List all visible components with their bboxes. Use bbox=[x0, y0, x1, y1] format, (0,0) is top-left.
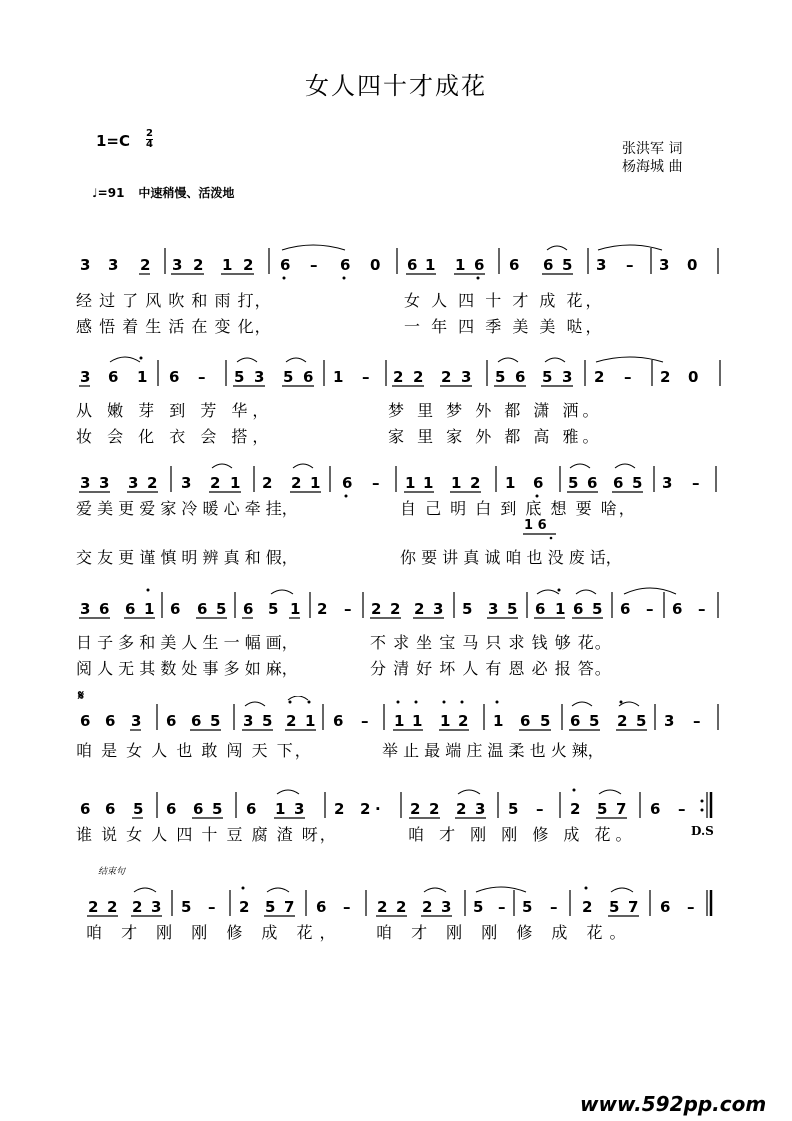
svg-text:6: 6 bbox=[533, 474, 544, 492]
svg-text:–: – bbox=[536, 800, 544, 818]
svg-text:2: 2 bbox=[262, 474, 273, 492]
lyric-line-3-verse-1 bbox=[0, 496, 792, 518]
svg-text:5: 5 bbox=[283, 368, 294, 386]
svg-text:6: 6 bbox=[303, 368, 314, 386]
svg-text:1: 1 bbox=[275, 800, 286, 818]
svg-text:2: 2 bbox=[413, 368, 424, 386]
svg-text:5: 5 bbox=[568, 474, 579, 492]
svg-text:2: 2 bbox=[291, 474, 302, 492]
time-signature bbox=[146, 129, 153, 150]
svg-text:2: 2 bbox=[210, 474, 221, 492]
svg-text:6: 6 bbox=[191, 712, 202, 730]
svg-text:2: 2 bbox=[422, 898, 433, 916]
svg-text:7: 7 bbox=[628, 898, 639, 916]
svg-text:5: 5 bbox=[473, 898, 484, 916]
svg-text:1: 1 bbox=[555, 600, 566, 618]
svg-text:3: 3 bbox=[80, 256, 91, 274]
lyric-7a: 咱 才 刚 刚 修 成 花， bbox=[86, 923, 343, 942]
svg-text:5: 5 bbox=[508, 800, 519, 818]
score-line-3 bbox=[0, 458, 792, 500]
tempo-value: ♩=91 bbox=[92, 186, 125, 200]
svg-text:–: – bbox=[678, 800, 686, 818]
svg-text:7: 7 bbox=[616, 800, 627, 818]
lyric-line-4-verse-2 bbox=[0, 656, 792, 678]
svg-text:5: 5 bbox=[133, 800, 144, 818]
svg-text:6: 6 bbox=[515, 368, 526, 386]
svg-text:3: 3 bbox=[80, 600, 91, 618]
svg-text:3: 3 bbox=[475, 800, 486, 818]
lyric-line-1-verse-2 bbox=[0, 314, 792, 336]
svg-text:1: 1 bbox=[305, 712, 316, 730]
lyric-4b: 不 求 坐 宝 马 只 求 钱 够 花。 bbox=[370, 633, 612, 652]
svg-text:6: 6 bbox=[246, 800, 257, 818]
svg-text:6: 6 bbox=[80, 800, 91, 818]
svg-text:2: 2 bbox=[396, 898, 407, 916]
svg-text:2: 2 bbox=[371, 600, 382, 618]
svg-text:5: 5 bbox=[542, 368, 553, 386]
svg-text:2: 2 bbox=[441, 368, 452, 386]
svg-text:3: 3 bbox=[488, 600, 499, 618]
lyric-2b: 梦 里 梦 外 都 潇 洒。 bbox=[388, 401, 603, 420]
svg-text:6: 6 bbox=[587, 474, 598, 492]
svg-text:2: 2 bbox=[243, 256, 254, 274]
svg-text:1: 1 bbox=[394, 712, 405, 730]
svg-text:3: 3 bbox=[461, 368, 472, 386]
svg-text:6: 6 bbox=[535, 600, 546, 618]
svg-text:3: 3 bbox=[80, 368, 91, 386]
lyric-1c: 感 悟 着 生 活 在 变 化， bbox=[76, 317, 272, 336]
svg-text:1: 1 bbox=[137, 368, 148, 386]
svg-text:6: 6 bbox=[340, 256, 351, 274]
svg-text:–: – bbox=[498, 898, 506, 916]
svg-text:6: 6 bbox=[570, 712, 581, 730]
lyric-5b: 举 止 最 端 庄 温 柔 也 火 辣， bbox=[382, 741, 604, 760]
svg-text:1: 1 bbox=[144, 600, 155, 618]
score-line-6 bbox=[0, 784, 792, 826]
lyric-5a: 咱 是 女 人 也 敢 闯 天 下， bbox=[76, 741, 313, 760]
svg-text:6: 6 bbox=[660, 898, 671, 916]
svg-text:6: 6 bbox=[243, 600, 254, 618]
svg-text:1: 1 bbox=[230, 474, 241, 492]
ds-marking: D.S bbox=[691, 824, 714, 838]
svg-text:–: – bbox=[361, 712, 369, 730]
lyricist: 张洪军 词 bbox=[622, 141, 683, 157]
svg-text:3: 3 bbox=[151, 898, 162, 916]
svg-text:6: 6 bbox=[170, 600, 181, 618]
svg-text:1: 1 bbox=[333, 368, 344, 386]
lyric-line-4-verse-1 bbox=[0, 630, 792, 652]
svg-text:6: 6 bbox=[573, 600, 584, 618]
lyric-1b: 女 人 四 十 才 成 花， bbox=[404, 291, 605, 310]
svg-text:5: 5 bbox=[210, 712, 221, 730]
svg-text:–: – bbox=[646, 600, 654, 618]
svg-text:6: 6 bbox=[169, 368, 180, 386]
svg-text:2: 2 bbox=[317, 600, 328, 618]
svg-text:·: · bbox=[375, 800, 381, 818]
time-signature-top: 2 bbox=[146, 128, 153, 139]
svg-text:6: 6 bbox=[672, 600, 683, 618]
svg-text:–: – bbox=[372, 474, 380, 492]
lyric-3a: 爱 美 更 爱 家 冷 暖 心 牵 挂， bbox=[76, 499, 298, 518]
svg-text:2: 2 bbox=[582, 898, 593, 916]
svg-text:0: 0 bbox=[688, 368, 699, 386]
lyric-3b: 自 己 明 白 到 底 想 要 啥， bbox=[400, 499, 637, 518]
svg-text:6: 6 bbox=[125, 600, 136, 618]
watermark: www.592pp.com bbox=[580, 1092, 767, 1116]
lyric-4c: 阅 人 无 其 数 处 事 多 如 麻， bbox=[76, 659, 298, 678]
svg-text:6: 6 bbox=[193, 800, 204, 818]
svg-text:2: 2 bbox=[617, 712, 628, 730]
svg-text:3: 3 bbox=[659, 256, 670, 274]
svg-text:6: 6 bbox=[650, 800, 661, 818]
svg-text:–: – bbox=[692, 474, 700, 492]
svg-text:3: 3 bbox=[596, 256, 607, 274]
svg-text:0: 0 bbox=[370, 256, 381, 274]
svg-text:1: 1 bbox=[412, 712, 423, 730]
svg-text:–: – bbox=[208, 898, 216, 916]
svg-text:1: 1 bbox=[405, 474, 416, 492]
svg-text:–: – bbox=[687, 898, 695, 916]
svg-text:3: 3 bbox=[441, 898, 452, 916]
svg-text:2: 2 bbox=[193, 256, 204, 274]
svg-text:3: 3 bbox=[108, 256, 119, 274]
svg-text:5: 5 bbox=[216, 600, 227, 618]
key-signature: 1=C bbox=[96, 132, 131, 150]
svg-text:3: 3 bbox=[131, 712, 142, 730]
svg-text:5: 5 bbox=[597, 800, 608, 818]
lyric-1d: 一 年 四 季 美 美 哒， bbox=[404, 317, 605, 336]
svg-text:5: 5 bbox=[265, 898, 276, 916]
svg-text:5: 5 bbox=[268, 600, 279, 618]
svg-text:1: 1 bbox=[222, 256, 233, 274]
svg-text:2: 2 bbox=[140, 256, 151, 274]
svg-text:2: 2 bbox=[393, 368, 404, 386]
svg-text:0: 0 bbox=[687, 256, 698, 274]
svg-text:6: 6 bbox=[166, 800, 177, 818]
svg-text:5: 5 bbox=[540, 712, 551, 730]
svg-text:1: 1 bbox=[425, 256, 436, 274]
svg-text:6: 6 bbox=[316, 898, 327, 916]
svg-text:3: 3 bbox=[562, 368, 573, 386]
svg-text:1: 1 bbox=[493, 712, 504, 730]
svg-text:6: 6 bbox=[543, 256, 554, 274]
lyric-4d: 分 清 好 坏 人 有 恩 必 报 答。 bbox=[370, 659, 612, 678]
svg-text:1: 1 bbox=[290, 600, 301, 618]
svg-text:2: 2 bbox=[456, 800, 467, 818]
svg-text:6: 6 bbox=[197, 600, 208, 618]
svg-text:–: – bbox=[698, 600, 706, 618]
svg-text:–: – bbox=[362, 368, 370, 386]
svg-text:6: 6 bbox=[509, 256, 520, 274]
score-line-5 bbox=[0, 696, 792, 738]
svg-text:6: 6 bbox=[407, 256, 418, 274]
svg-text:2: 2 bbox=[88, 898, 99, 916]
svg-text:2: 2 bbox=[286, 712, 297, 730]
time-signature-bottom: 4 bbox=[146, 139, 153, 150]
alt-notes: 1 6 bbox=[524, 518, 547, 533]
svg-text:3: 3 bbox=[254, 368, 265, 386]
svg-text:2: 2 bbox=[660, 368, 671, 386]
score-line-2 bbox=[0, 352, 792, 394]
song-title: 女人四十才成花 bbox=[305, 72, 487, 100]
svg-text:3: 3 bbox=[99, 474, 110, 492]
svg-text:3: 3 bbox=[433, 600, 444, 618]
svg-text:–: – bbox=[343, 898, 351, 916]
svg-text:6: 6 bbox=[99, 600, 110, 618]
score-line-1 bbox=[0, 240, 792, 282]
lyric-2c: 妆 会 化 衣 会 搭， bbox=[76, 427, 274, 446]
svg-text:3: 3 bbox=[181, 474, 192, 492]
svg-text:5: 5 bbox=[212, 800, 223, 818]
svg-text:–: – bbox=[624, 368, 632, 386]
svg-text:6: 6 bbox=[280, 256, 291, 274]
svg-text:6: 6 bbox=[108, 368, 119, 386]
tempo-marking bbox=[92, 184, 234, 201]
lyric-line-3-verse-2 bbox=[0, 545, 792, 567]
svg-text:2: 2 bbox=[107, 898, 118, 916]
svg-text:2: 2 bbox=[390, 600, 401, 618]
svg-text:2: 2 bbox=[377, 898, 388, 916]
svg-text:5: 5 bbox=[636, 712, 647, 730]
alt-notes-marks bbox=[520, 532, 560, 540]
ending-label: 结束句 bbox=[98, 867, 126, 877]
svg-text:5: 5 bbox=[609, 898, 620, 916]
svg-text:5: 5 bbox=[507, 600, 518, 618]
lyric-6a: 谁 说 女 人 四 十 豆 腐 渣 呀， bbox=[76, 825, 338, 844]
lyric-2a: 从 嫩 芽 到 芳 华， bbox=[76, 401, 274, 420]
svg-text:3: 3 bbox=[662, 474, 673, 492]
svg-text:2: 2 bbox=[470, 474, 481, 492]
svg-text:2: 2 bbox=[458, 712, 469, 730]
svg-text:1: 1 bbox=[505, 474, 516, 492]
svg-text:6: 6 bbox=[474, 256, 485, 274]
svg-text:5: 5 bbox=[589, 712, 600, 730]
svg-text:5: 5 bbox=[522, 898, 533, 916]
svg-text:3: 3 bbox=[80, 474, 91, 492]
svg-text:7: 7 bbox=[284, 898, 295, 916]
svg-text:5: 5 bbox=[592, 600, 603, 618]
composer: 杨海城 曲 bbox=[622, 159, 683, 175]
svg-text:6: 6 bbox=[620, 600, 631, 618]
svg-text:2: 2 bbox=[334, 800, 345, 818]
svg-text:–: – bbox=[626, 256, 634, 274]
svg-text:6: 6 bbox=[520, 712, 531, 730]
svg-text:1: 1 bbox=[455, 256, 466, 274]
svg-text:2: 2 bbox=[410, 800, 421, 818]
svg-text:5: 5 bbox=[262, 712, 273, 730]
svg-text:2: 2 bbox=[132, 898, 143, 916]
lyric-line-7 bbox=[0, 920, 792, 942]
svg-text:1: 1 bbox=[310, 474, 321, 492]
svg-text:–: – bbox=[344, 600, 352, 618]
svg-text:6: 6 bbox=[342, 474, 353, 492]
svg-text:3: 3 bbox=[664, 712, 675, 730]
svg-text:5: 5 bbox=[562, 256, 573, 274]
svg-text:6: 6 bbox=[613, 474, 624, 492]
svg-text:–: – bbox=[198, 368, 206, 386]
svg-text:3: 3 bbox=[294, 800, 305, 818]
lyric-line-5 bbox=[0, 738, 792, 760]
svg-text:5: 5 bbox=[462, 600, 473, 618]
svg-text:3: 3 bbox=[172, 256, 183, 274]
svg-text:2: 2 bbox=[594, 368, 605, 386]
lyric-6b: 咱 才 刚 刚 修 成 花。 bbox=[408, 825, 637, 844]
svg-text:1: 1 bbox=[423, 474, 434, 492]
svg-text:1: 1 bbox=[451, 474, 462, 492]
svg-text:6: 6 bbox=[166, 712, 177, 730]
svg-text:6: 6 bbox=[333, 712, 344, 730]
svg-text:6: 6 bbox=[105, 800, 116, 818]
lyric-line-6 bbox=[0, 822, 792, 844]
segno-sign: 𝄋 bbox=[78, 688, 85, 704]
svg-text:5: 5 bbox=[234, 368, 245, 386]
svg-text:2: 2 bbox=[147, 474, 158, 492]
lyric-1a: 经 过 了 风 吹 和 雨 打， bbox=[76, 291, 272, 310]
lyric-3d: 你 要 讲 真 诚 咱 也 没 废 话， bbox=[400, 548, 622, 567]
score-line-7 bbox=[0, 882, 792, 924]
lyric-3c: 交 友 更 谨 慎 明 辨 真 和 假， bbox=[76, 548, 298, 567]
score-line-4 bbox=[0, 584, 792, 626]
svg-text:3: 3 bbox=[243, 712, 254, 730]
svg-text:2: 2 bbox=[429, 800, 440, 818]
svg-text:2: 2 bbox=[570, 800, 581, 818]
svg-text:1: 1 bbox=[440, 712, 451, 730]
lyric-line-2-verse-1 bbox=[0, 398, 792, 420]
svg-text:–: – bbox=[550, 898, 558, 916]
svg-text:6: 6 bbox=[80, 712, 91, 730]
svg-text:2: 2 bbox=[414, 600, 425, 618]
lyric-line-1-verse-1 bbox=[0, 288, 792, 310]
lyric-2d: 家 里 家 外 都 高 雅。 bbox=[388, 427, 603, 446]
tempo-description: 中速稍慢、活泼地 bbox=[138, 186, 235, 200]
svg-text:5: 5 bbox=[495, 368, 506, 386]
svg-text:2: 2 bbox=[239, 898, 250, 916]
lyric-line-2-verse-2 bbox=[0, 424, 792, 446]
svg-text:3: 3 bbox=[128, 474, 139, 492]
svg-text:–: – bbox=[693, 712, 701, 730]
svg-text:2: 2 bbox=[360, 800, 371, 818]
svg-text:6: 6 bbox=[105, 712, 116, 730]
svg-text:5: 5 bbox=[181, 898, 192, 916]
svg-text:–: – bbox=[310, 256, 318, 274]
lyric-4a: 日 子 多 和 美 人 生 一 幅 画， bbox=[76, 633, 298, 652]
lyric-7b: 咱 才 刚 刚 修 成 花。 bbox=[376, 923, 633, 942]
svg-text:5: 5 bbox=[632, 474, 643, 492]
